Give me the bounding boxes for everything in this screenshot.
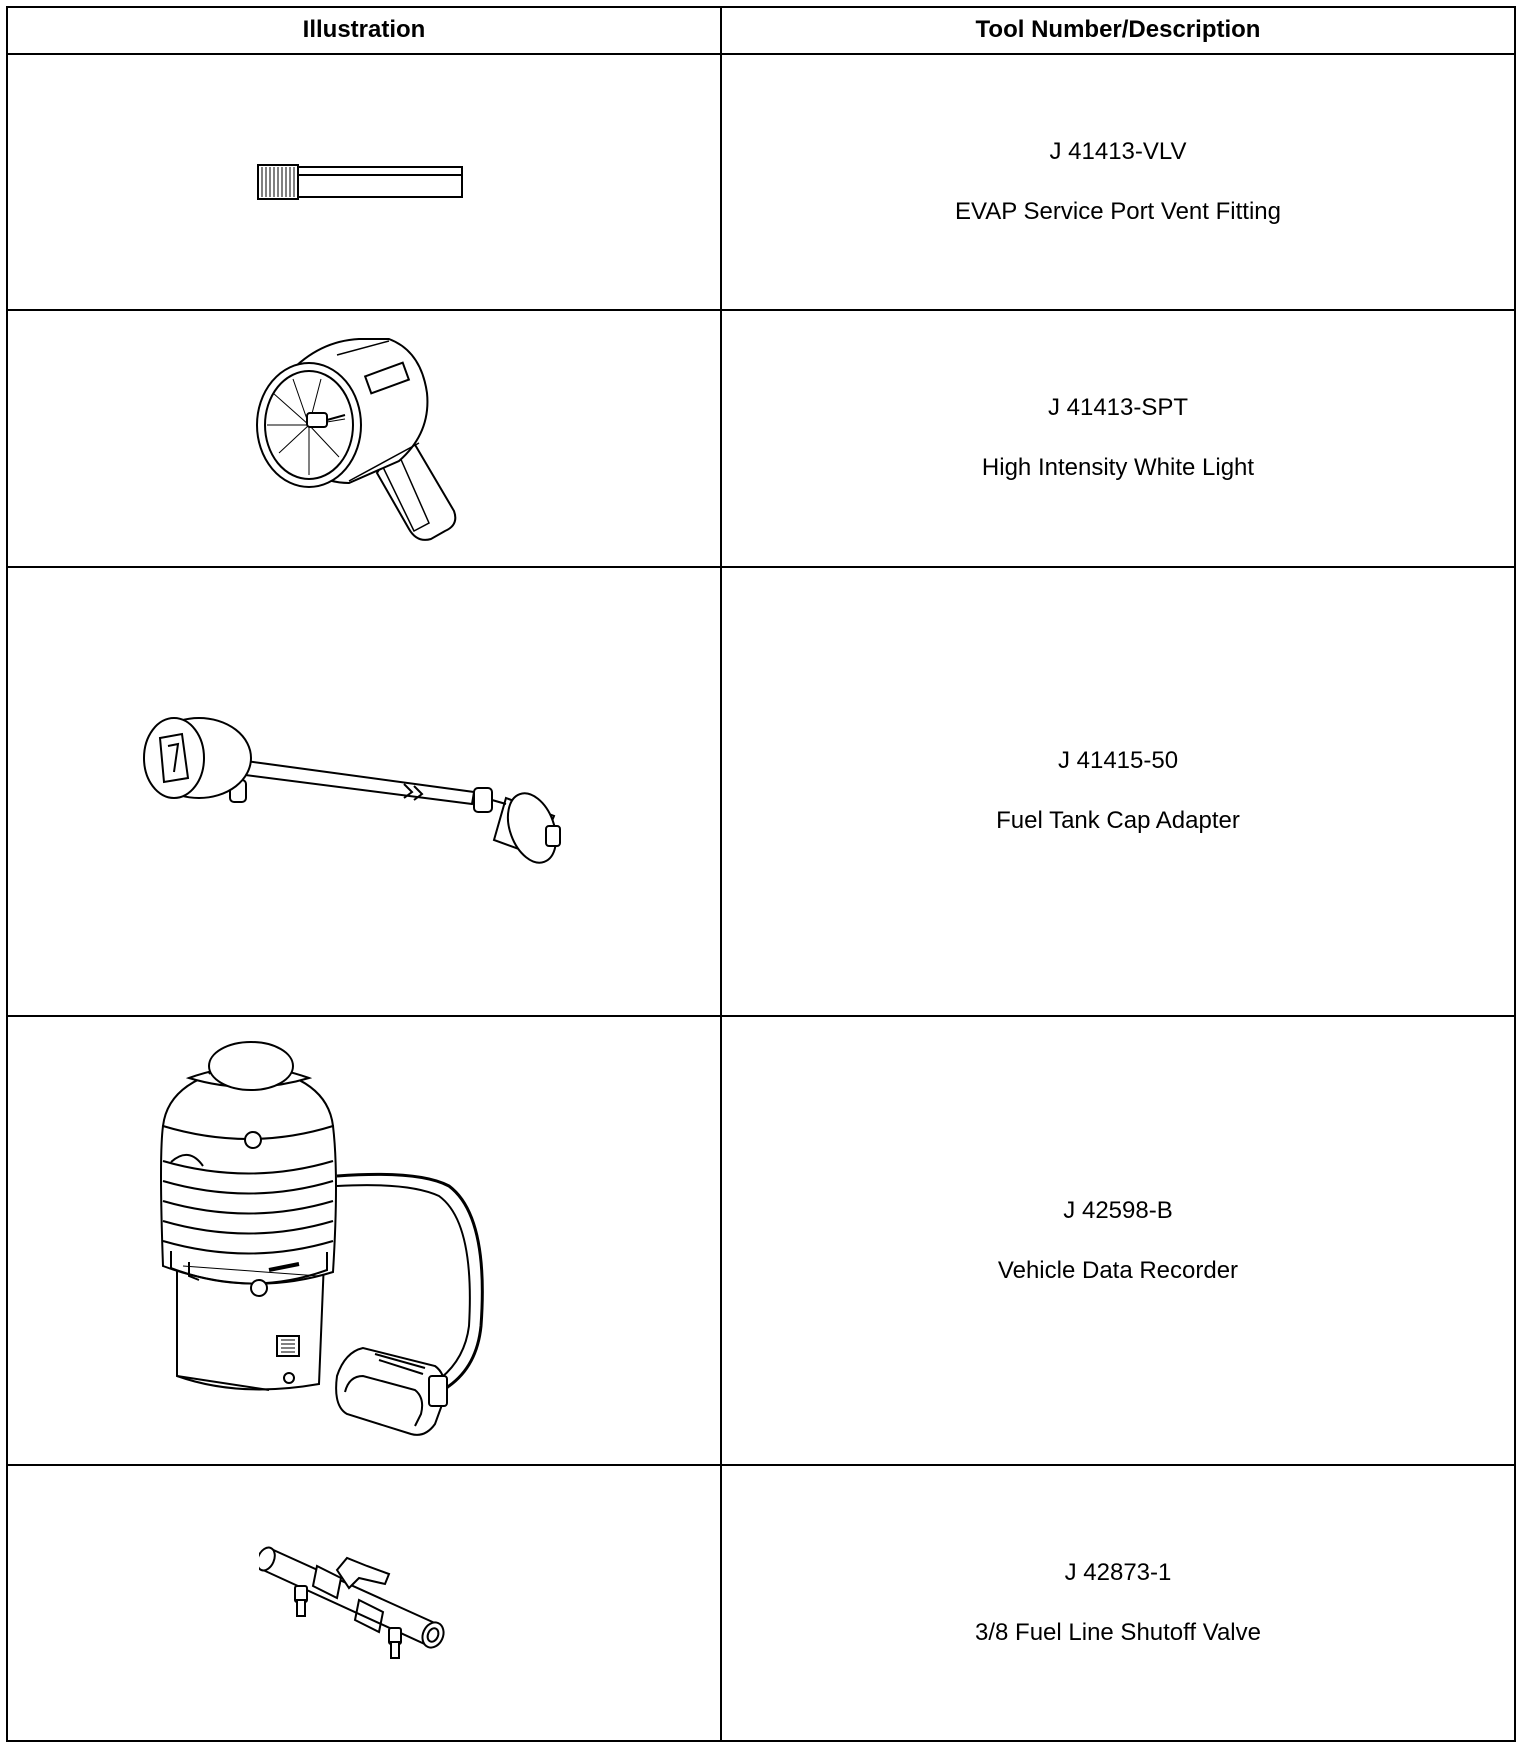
illustration-cell <box>7 1465 721 1741</box>
shutoff-valve-icon <box>259 1528 469 1678</box>
table-row <box>7 1016 1515 1465</box>
tool-number: J 41413-SPT <box>1047 394 1189 422</box>
table-row <box>7 310 1515 566</box>
description-cell <box>721 310 1515 566</box>
vent-fitting-icon <box>254 157 474 207</box>
header-illustration: Illustration <box>7 7 721 54</box>
tool-number: J 41415-50 <box>1057 747 1179 775</box>
tool-description: 3/8 Fuel Line Shutoff Valve <box>975 1619 1261 1647</box>
tool-description: High Intensity White Light <box>981 454 1255 482</box>
tool-number: J 41413-VLV <box>1049 137 1187 165</box>
tool-number: J 42873-1 <box>1064 1559 1172 1587</box>
description-cell <box>721 1016 1515 1465</box>
tool-number: J 42598-B <box>1063 1196 1173 1224</box>
tool-description: Vehicle Data Recorder <box>997 1256 1239 1284</box>
data-recorder-icon <box>149 1036 579 1446</box>
table-row <box>7 54 1515 310</box>
description-cell <box>721 54 1515 310</box>
tool-description: Fuel Tank Cap Adapter <box>996 807 1240 835</box>
table-row <box>7 1465 1515 1741</box>
illustration-cell <box>7 310 721 566</box>
table-header-row <box>7 7 1515 54</box>
description-cell <box>721 1465 1515 1741</box>
illustration-cell <box>7 54 721 310</box>
illustration-cell <box>7 1016 721 1465</box>
tool-description: EVAP Service Port Vent Fitting <box>955 197 1281 225</box>
table-row <box>7 567 1515 1016</box>
spotlight-icon <box>249 333 479 543</box>
illustration-cell <box>7 567 721 1016</box>
header-tool-number-description: Tool Number/Description <box>721 7 1515 54</box>
description-cell <box>721 567 1515 1016</box>
cap-adapter-icon <box>134 716 594 866</box>
special-tools-table <box>6 6 1516 1742</box>
